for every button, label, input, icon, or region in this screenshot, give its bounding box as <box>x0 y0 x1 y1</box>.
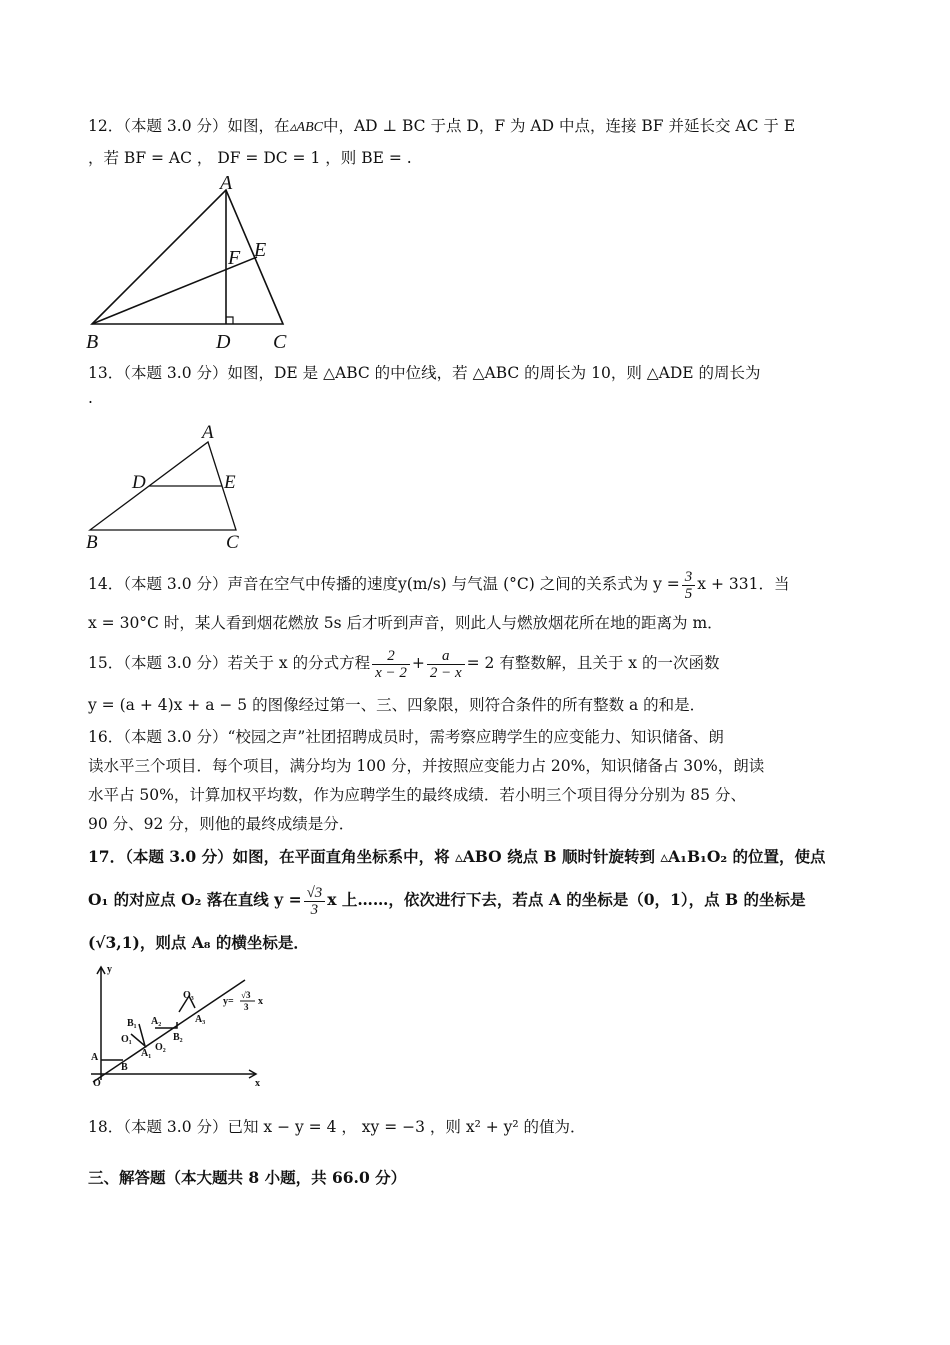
q15-text-line1: 15．（本题 3.0 分）若关于 x 的分式方程 $\frac{2}{x - 2}$ + $\frac{a}{2 - x}$ = 2 有整数解，且关于 x 的一次函数 <box>88 647 720 681</box>
q17-figure <box>85 962 270 1092</box>
q17-fig-origin: O <box>93 1078 101 1089</box>
q13-text-line1: 13．（本题 3.0 分）如图，DE 是 △ABC 的中位线，若 △ABC 的周长为 10，则 △ADE 的周长为 <box>88 364 761 382</box>
q17-fig-B: B <box>121 1062 128 1073</box>
q13-text-line2: . <box>88 389 93 407</box>
q12-label-F: F <box>228 247 241 269</box>
q16-line: 16．（本题 3.0 分）“校园之声”社团招聘成员时，需考察应聘学生的应变能力、知识储备、朗 <box>88 728 724 746</box>
q12-label-C: C <box>273 331 287 353</box>
q17-fig-line-x: x <box>258 996 263 1007</box>
q12-text-line1: 12．（本题 3.0 分）如图，在▵ABC中，AD ⊥ BC 于点 D，F 为 AD 中点，连接 BF 并延长交 AC 于 E <box>88 117 796 135</box>
q16-text <box>88 723 868 839</box>
q17-text-line2: O₁ 的对应点 O₂ 落在直线 y = $\frac{√3}{3}$ x 上……，依次进行下去，若点 A 的坐标是（0，1），点 B 的坐标是 <box>88 884 806 918</box>
q12-label-B: B <box>86 331 99 353</box>
q17-fig-O3: O₃ <box>183 990 194 1001</box>
q16-line: 读水平三个项目．每个项目，满分均为 100 分，并按照应变能力占 20%，知识储备占 30%，朗读 <box>88 757 765 775</box>
q17-fraction: $\frac{√3}{3}$ <box>304 885 326 918</box>
q14-text-line2: x = 30°C 时，某人看到烟花燃放 5s 后才听到声音，则此人与燃放烟花所在地的距离为 m． <box>88 614 723 632</box>
q17-fig-B2: B₂ <box>173 1032 183 1043</box>
q14-text-line1: 14．（本题 3.0 分）声音在空气中传播的速度y(m/s) 与气温 (°C) 之间的关系式为 y = $\frac{3}{5}$ x + 331．当 <box>88 568 790 602</box>
q17-fig-O1: O₁ <box>121 1034 132 1045</box>
q13-label-C: C <box>226 532 239 552</box>
q17-fig-A2: A₂ <box>151 1016 162 1027</box>
q18-text: 18．（本题 3.0 分）已知 x − y = 4 ， xy = −3 ，则 x² + y² 的值为． <box>88 1118 586 1136</box>
q15-text-line2: y = (a + 4)x + a − 5 的图像经过第一、三、四象限，则符合条件的所有整数 a 的和是． <box>88 696 706 714</box>
q17-fig-B1: B₁ <box>127 1018 137 1029</box>
q13-label-E: E <box>224 472 236 493</box>
q17-text-line3: (√3,1)，则点 A₈ 的横坐标是． <box>88 933 309 952</box>
q13-figure <box>82 420 252 552</box>
q12-label-E: E <box>254 239 267 261</box>
q12-label-D: D <box>216 331 231 353</box>
section-3-title: 三、解答题（本大题共 8 小题，共 66.0 分） <box>88 1168 407 1187</box>
q13-label-B: B <box>86 532 98 552</box>
q17-fig-A3: A₃ <box>195 1014 206 1025</box>
q17-fig-O2: O₂ <box>155 1042 166 1053</box>
q17-fig-line-num: √3 <box>241 990 251 1000</box>
q12-label-A: A <box>220 172 233 194</box>
q15-fraction-2: $\frac{a}{2 - x}$ <box>427 648 465 681</box>
q17-fig-A: A <box>91 1052 99 1063</box>
q16-line: 水平占 50%，计算加权平均数，作为应聘学生的最终成绩．若小明三个项目得分分别为 85 分、 <box>88 786 746 804</box>
q17-fig-y-axis: y <box>107 964 112 975</box>
q13-label-D: D <box>132 472 146 493</box>
q17-fig-line-y: y= <box>223 996 234 1007</box>
q16-line: 90 分、92 分，则他的最终成绩是分． <box>88 815 355 833</box>
q17-fig-line-den: 3 <box>244 1002 249 1012</box>
q14-fraction: $\frac{3}{5}$ <box>682 569 696 602</box>
q15-fraction-1: $\frac{2}{x - 2}$ <box>372 648 410 681</box>
q17-fig-x-axis: x <box>255 1078 260 1089</box>
q13-label-A: A <box>202 422 214 443</box>
q17-fig-A1: A₁ <box>141 1048 152 1059</box>
q17-text-line1: 17．（本题 3.0 分）如图，在平面直角坐标系中，将 ▵ABO 绕点 B 顺时针旋转到 ▵A₁B₁O₂ 的位置，使点 <box>88 847 826 866</box>
q12-figure <box>80 172 310 354</box>
q12-text-line2: ，若 BF = AC ， DF = DC = 1 ，则 BE = . <box>88 149 412 167</box>
